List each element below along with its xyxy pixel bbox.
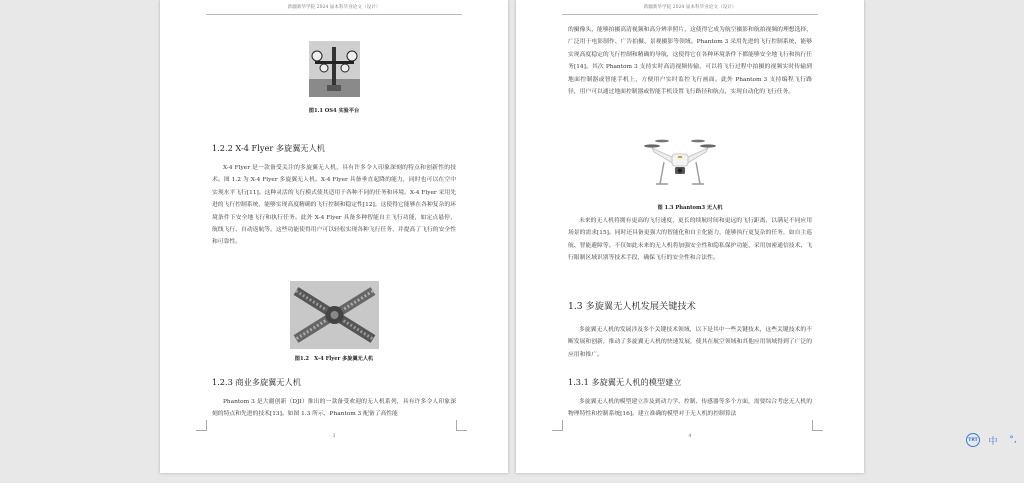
settings-icon[interactable]: °, <box>1009 435 1017 445</box>
figure-caption: 图1.2 X-4 Flyer 多旋翼无人机 <box>294 356 374 362</box>
section-heading: 1.3.1 多旋翼无人机的模型建立 <box>568 377 682 387</box>
body-paragraph: 多旋翼无人机的发展涉及多个关键技术领域，以下是其中一些关键技术，这些关键技术的不断发展和创新，推动了多旋翼无人机的快速发展，使其在航空领域和其他应用领域得到了广泛的应用和推广。 <box>568 327 812 358</box>
body-paragraph: 的摄像头，能够拍摄高清视频和高分辨率照片，这使得它成为航空摄影和航拍视频的理想选择，广泛用于电影制作、广告拍摄、景观摄影等领域。Phantom 3 采用先进的飞行控制系统，能够实现高度稳定的飞行控制和精确的导航，这使得它在各种环境条件下都能够安全地飞行和执行任务[14]。其次 Phantom 3 支持实时高清视频传输，可以将飞行过程中拍摄的视频实时传输到地面控制器或智能手机上，方便用户实时监控飞行画面。此外 Phantom 3 支持编程飞行路径，用户可以通过地面控制器或智能手机设置飞行路径和航点，实现自动化的飞行任务。 <box>568 27 812 96</box>
header-rule <box>562 14 818 15</box>
page-number: 3 <box>332 434 336 439</box>
section-heading: 1.2.2 X-4 Flyer 多旋翼无人机 <box>212 143 325 153</box>
crop-mark <box>196 420 207 431</box>
running-head: 新疆新华学院 2024 届本科毕业论文（设计） <box>287 5 381 10</box>
crop-mark <box>812 420 823 431</box>
x4-flyer-photo <box>290 281 379 349</box>
os4-platform-photo <box>309 41 360 97</box>
translate-icon[interactable]: TRT <box>966 433 980 447</box>
running-head: 新疆新华学院 2024 届本科毕业论文（设计） <box>643 5 737 10</box>
figure-caption: 图 1.3 Phantom3 无人机 <box>657 205 723 211</box>
page-number: 4 <box>688 434 692 439</box>
figure-caption: 图1.1 OS4 实验平台 <box>308 108 360 114</box>
body-paragraph: Phantom 3 是大疆创新（DJI）推出的一款备受欢迎的无人机系列，具有许多令人印象深刻的特点和先进的技术[13]。如图 1.3 所示，Phantom 3 配备了高性能 <box>212 399 456 418</box>
crop-mark <box>552 420 563 431</box>
crop-mark <box>456 420 467 431</box>
section-heading: 1.2.3 商业多旋翼无人机 <box>212 377 301 387</box>
body-paragraph: 未来的无人机将拥有更高的飞行速度，更长的续航时间和更远的飞行距离，以满足不同应用场景的需求[15]。同时还具备更强大的智能化和自主化能力，能够执行更复杂的任务，如自主巡航、智能避障等。不仅如此未来的无人机将加强安全性和隐私保护功能，采用加密通信技术、飞行限制区域识别等技术手段，确保飞行的安全性和合法性。 <box>568 218 812 262</box>
document-page-4 <box>516 0 864 473</box>
header-rule <box>206 14 462 15</box>
floating-toolbar <box>966 432 1020 448</box>
body-paragraph: 多旋翼无人机的模型建立涉及到动力学、控制、传感器等多个方面，需要综合考虑无人机的物理特性和控制系统[16]。建立准确的模型对于无人机的控制算法 <box>568 399 812 418</box>
phantom3-drone-photo <box>644 132 716 198</box>
document-page-3 <box>160 0 508 473</box>
language-toggle-button[interactable]: 中 <box>988 436 998 447</box>
section-heading: 1.3 多旋翼无人机发展关键技术 <box>568 301 696 312</box>
body-paragraph: X-4 Flyer 是一款备受关注的多旋翼无人机，具有许多令人印象深刻的特点和创新性的技术。图 1.2 为 X-4 Flyer 多旋翼无人机。X-4 Flyer 具备垂直起降的能力，同时也可以在空中实现水平飞行[11]。这种灵活的飞行模式使其适用于各种不同的任务和环境。X-4 Flyer 采用先进的飞行控制系统，能够实现高度精确的飞行控制和稳定性[12]。这使得它能够在各种复杂的环境条件下安全地飞行和执行任务。此外 X-4 Flyer 具备多种智能自主飞行功能，如定点悬停、航线飞行、自动返航等。这些功能使得用户可以轻松实现各种飞行任务，并提高了飞行的安全性和可靠性。 <box>212 165 456 246</box>
